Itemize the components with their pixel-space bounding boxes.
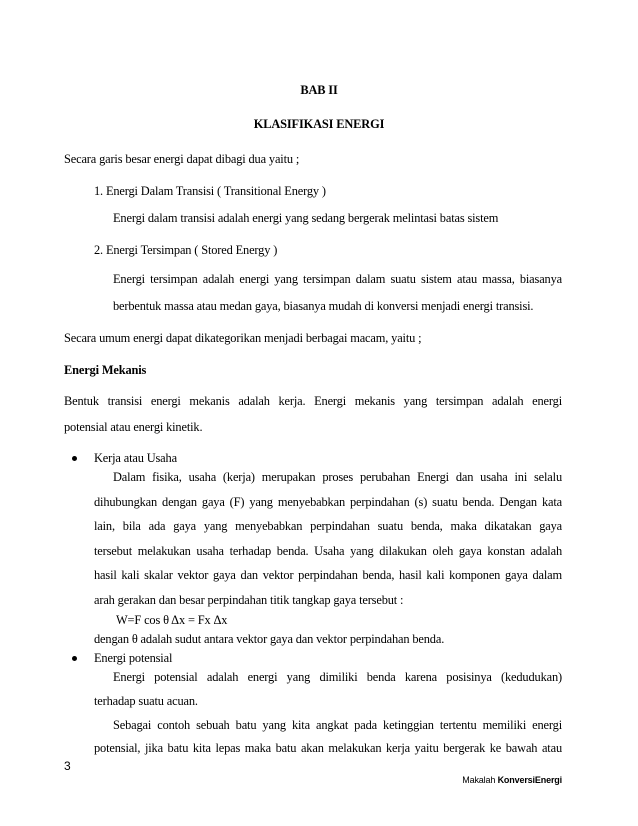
section-para-line: potensial atau energi kinetik. bbox=[64, 420, 203, 434]
general-text: Secara umum energi dapat dikategorikan menjadi berbagai macam, yaitu ; bbox=[64, 331, 422, 345]
section-para-line: Bentuk transisi energi mekanis adalah kerja. Energi mekanis yang tersimpan adalah energi bbox=[64, 394, 562, 408]
item-1-label: 1. Energi Dalam Transisi ( Transitional Energy ) bbox=[94, 184, 326, 198]
chapter-label: BAB II bbox=[300, 83, 338, 97]
item-1-desc: Energi dalam transisi adalah energi yang sedang bergerak melintasi batas sistem bbox=[113, 211, 499, 225]
bullet-dot-icon bbox=[72, 656, 77, 661]
bullet-1-line: Dalam fisika, usaha (kerja) merupakan proses perubahan Energi dan usaha ini selalu bbox=[113, 470, 562, 484]
formula-note: dengan θ adalah sudut antara vektor gaya dan vektor perpindahan benda. bbox=[94, 632, 445, 646]
bullet-1-line: hasil kali skalar vektor gaya dan vektor perpindahan benda, hasil kali komponen gaya dalam bbox=[94, 568, 562, 582]
page-number: 3 bbox=[64, 759, 71, 773]
item-2-desc-line: Energi tersimpan adalah energi yang tersimpan dalam suatu sistem atau massa, biasanya bbox=[113, 272, 562, 286]
item-2-label: 2. Energi Tersimpan ( Stored Energy ) bbox=[94, 243, 278, 257]
section-heading: Energi Mekanis bbox=[64, 363, 147, 377]
footer-prefix: Makalah bbox=[462, 775, 496, 785]
bullet-2-line: terhadap suatu acuan. bbox=[94, 694, 198, 708]
item-2-desc-line: berbentuk massa atau medan gaya, biasanya mudah di konversi menjadi energi transisi. bbox=[113, 299, 534, 313]
bullet-2-line: Energi potensial adalah energi yang dimiliki benda karena posisinya (kedudukan) bbox=[113, 670, 562, 684]
bullet-2-line: potensial, jika batu kita lepas maka batu akan melakukan kerja yaitu bergerak ke bawah atau bbox=[94, 741, 562, 755]
formula: W=F cos θ Δx = Fx Δx bbox=[116, 613, 228, 627]
bullet-1-title: Kerja atau Usaha bbox=[94, 451, 177, 465]
bullet-dot-icon bbox=[72, 456, 77, 461]
bullet-1-line: lain, bila ada gaya yang menyebabkan perpindahan suatu benda, maka dikatakan gaya bbox=[94, 519, 562, 533]
bullet-1-line: arah gerakan dan besar perpindahan titik tangkap gaya tersebut : bbox=[94, 593, 404, 607]
footer-title: KonversiEnergi bbox=[497, 775, 562, 785]
bullet-2-line: Sebagai contoh sebuah batu yang kita angkat pada ketinggian tertentu memiliki energi bbox=[113, 718, 562, 732]
bullet-2-title: Energi potensial bbox=[94, 651, 173, 665]
page-footer bbox=[462, 775, 562, 785]
bullet-1-line: tersebut melakukan usaha terhadap benda. Usaha yang dilakukan oleh gaya konstan adalah bbox=[94, 544, 562, 558]
page-title: KLASIFIKASI ENERGI bbox=[253, 117, 385, 131]
bullet-1-line: dihubungkan dengan gaya (F) yang menyebabkan perpindahan (s) suatu benda. Dengan kata bbox=[94, 495, 562, 509]
intro-text: Secara garis besar energi dapat dibagi dua yaitu ; bbox=[64, 152, 300, 166]
